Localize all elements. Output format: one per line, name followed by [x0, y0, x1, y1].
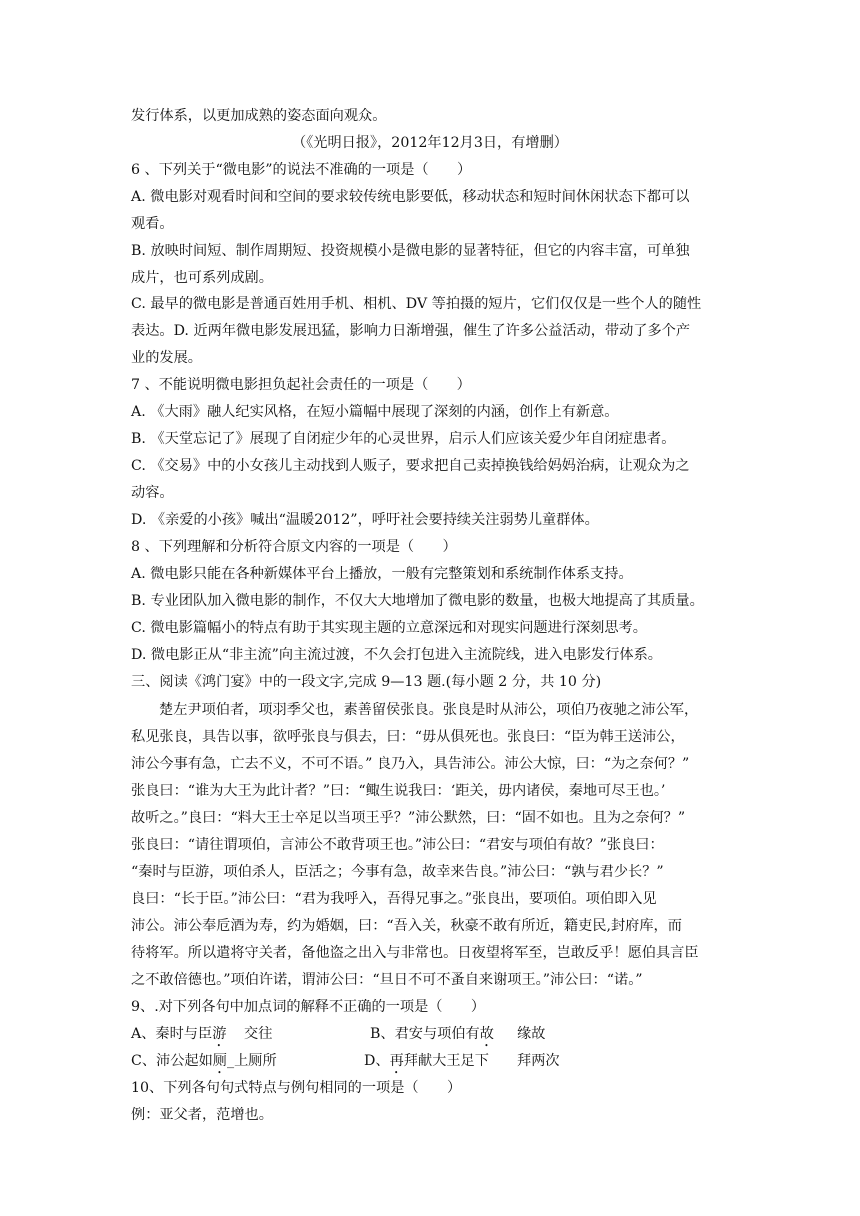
passage-line-1: 楚左尹项伯者，项羽季父也，素善留侯张良。张良是时从沛公，项伯乃夜驰之沛公军， — [159, 702, 699, 718]
q9-option-c: C、沛公起如厕_上厕所 — [131, 1053, 277, 1069]
q6-option-a-line1: A. 微电影对观看时间和空间的要求较传统电影要低，移动状态和短时间休闲状态下都可以 — [131, 189, 690, 205]
dotted-word: 游 — [212, 1026, 227, 1042]
question-8-stem: 8 、下列理解和分析符合原文内容的一项是（ ） — [131, 539, 457, 555]
passage-line-11: 之不敢倍德也。”项伯许诺，谓沛公曰：“旦日不可不蚤自来谢项王。”沛公曰：“诺。” — [131, 972, 643, 988]
q9-option-a: A、秦时与臣游 — [131, 1026, 227, 1042]
q6-option-d-line2: 业的发展。 — [131, 350, 202, 366]
question-10-stem: 10、下列各句句式特点与例句相同的一项是（ ） — [131, 1080, 462, 1096]
passage-ending-line: 发行体系，以更加成熟的姿态面向观众。 — [131, 108, 387, 124]
q6-option-b-line2: 成片，也可系列成剧。 — [131, 270, 273, 286]
q8-option-d: D. 微电影正从“非主流”向主流过渡，不久会打包进入主流院线，进入电影发行体系。 — [131, 647, 662, 663]
dotted-word: 故 — [479, 1026, 494, 1042]
dotted-word: 再 — [389, 1053, 404, 1069]
source-citation: （《光明日报》，2012年12月3日，有增删） — [292, 135, 568, 151]
q7-option-a: A. 《大雨》融人纪实风格，在短小篇幅中展现了深刻的内涵，创作上有新意。 — [131, 404, 619, 420]
q6-option-c-line1: C. 最早的微电影是普通百姓用手机、相机、DV 等拍摄的短片，它们仅仅是一些个人的随性 — [131, 296, 702, 312]
q9-option-d-gloss: 拜两次 — [517, 1053, 560, 1069]
q7-option-b: B. 《天堂忘记了》展现了自闭症少年的心灵世界，启示人们应该关爱少年自闭症患者。 — [131, 431, 676, 447]
passage-line-6: 张良曰：“请往谓项伯，言沛公不敢背项王也。”沛公曰：“君安与项伯有故？”张良曰： — [131, 837, 664, 853]
q9-option-b-gloss: 缘故 — [517, 1026, 546, 1042]
q9-option-a-gloss: 交往 — [244, 1026, 273, 1042]
q6-option-c-d-line: 表达。D. 近两年微电影发展迅猛，影响力日渐增强，催生了许多公益活动，带动了多个产 — [131, 323, 691, 339]
q6-option-a-line2: 观看。 — [131, 216, 174, 232]
q10-example: 例：亚父者，范增也。 — [131, 1107, 273, 1123]
passage-line-5: 故听之。”良曰：“料大王士卒足以当项王乎？”沛公默然，曰：“固不如也。且为之奈何？” — [131, 810, 686, 826]
question-6-stem: 6 、下列关于“微电影”的说法不准确的一项是（ ） — [131, 162, 472, 178]
passage-line-9: 沛公。沛公奉卮酒为寿，约为婚姻，曰：“吾入关，秋豪不敢有所近，籍吏民,封府库，而 — [131, 918, 682, 934]
q7-option-c-line2: 动容。 — [131, 485, 174, 501]
q9-option-b: B、君安与项伯有故 — [370, 1026, 494, 1042]
question-9-stem: 9、.对下列各句中加点词的解释不正确的一项是（ ） — [131, 999, 486, 1015]
q7-option-d: D. 《亲爱的小孩》喊出“温暖2012”，呼吁社会要持续关注弱势儿童群体。 — [131, 512, 599, 528]
passage-line-3: 沛公今事有急，亡去不义，不可不语。” 良乃入，具告沛公。沛公大惊，曰：“为之奈何？” — [131, 756, 690, 772]
passage-line-10: 待将军。所以遣将守关者，备他盗之出入与非常也。日夜望将军至，岂敢反乎！愿伯具言臣 — [131, 945, 699, 961]
section-3-heading: 三、阅读《鸿门宴》中的一段文字,完成 9—13 题.(每小题 2 分，共 10 分) — [131, 674, 602, 690]
q8-option-a: A. 微电影只能在各种新媒体平台上播放，一般有完整策划和系统制作体系支持。 — [131, 566, 633, 582]
passage-line-7: “秦时与臣游，项伯杀人，臣活之；今事有急，故幸来告良。”沛公曰：“孰与君少长？” — [131, 864, 664, 880]
question-7-stem: 7 、不能说明微电影担负起社会责任的一项是（ ） — [131, 377, 471, 393]
q8-option-b: B. 专业团队加入微电影的制作，不仅大大地增加了微电影的数量，也极大地提高了其质量。 — [131, 593, 704, 609]
passage-line-8: 良曰：“长于臣。”沛公曰：“君为我呼入，吾得兄事之。”张良出，要项伯。项伯即入见 — [131, 891, 657, 907]
dotted-word: 厕 — [212, 1053, 227, 1069]
q6-option-b-line1: B. 放映时间短、制作周期短、投资规模小是微电影的显著特征，但它的内容丰富，可单独 — [131, 243, 690, 259]
passage-line-4: 张良曰：“谁为大王为此计者？”曰：“鲰生说我曰：‘距关，毋内诸侯，秦地可尽王也。’ — [131, 783, 666, 799]
q9-option-d: D、再拜献大王足下 — [364, 1053, 489, 1069]
passage-line-2: 私见张良，具告以事，欲呼张良与俱去，曰：“毋从俱死也。张良曰：“臣为韩王送沛公， — [131, 729, 685, 745]
q8-option-c: C. 微电影篇幅小的特点有助于其实现主题的立意深远和对现实问题进行深刻思考。 — [131, 620, 647, 636]
q7-option-c-line1: C. 《交易》中的小女孩儿主动找到人贩子，要求把自己卖掉换钱给妈妈治病，让观众为之 — [131, 458, 690, 474]
